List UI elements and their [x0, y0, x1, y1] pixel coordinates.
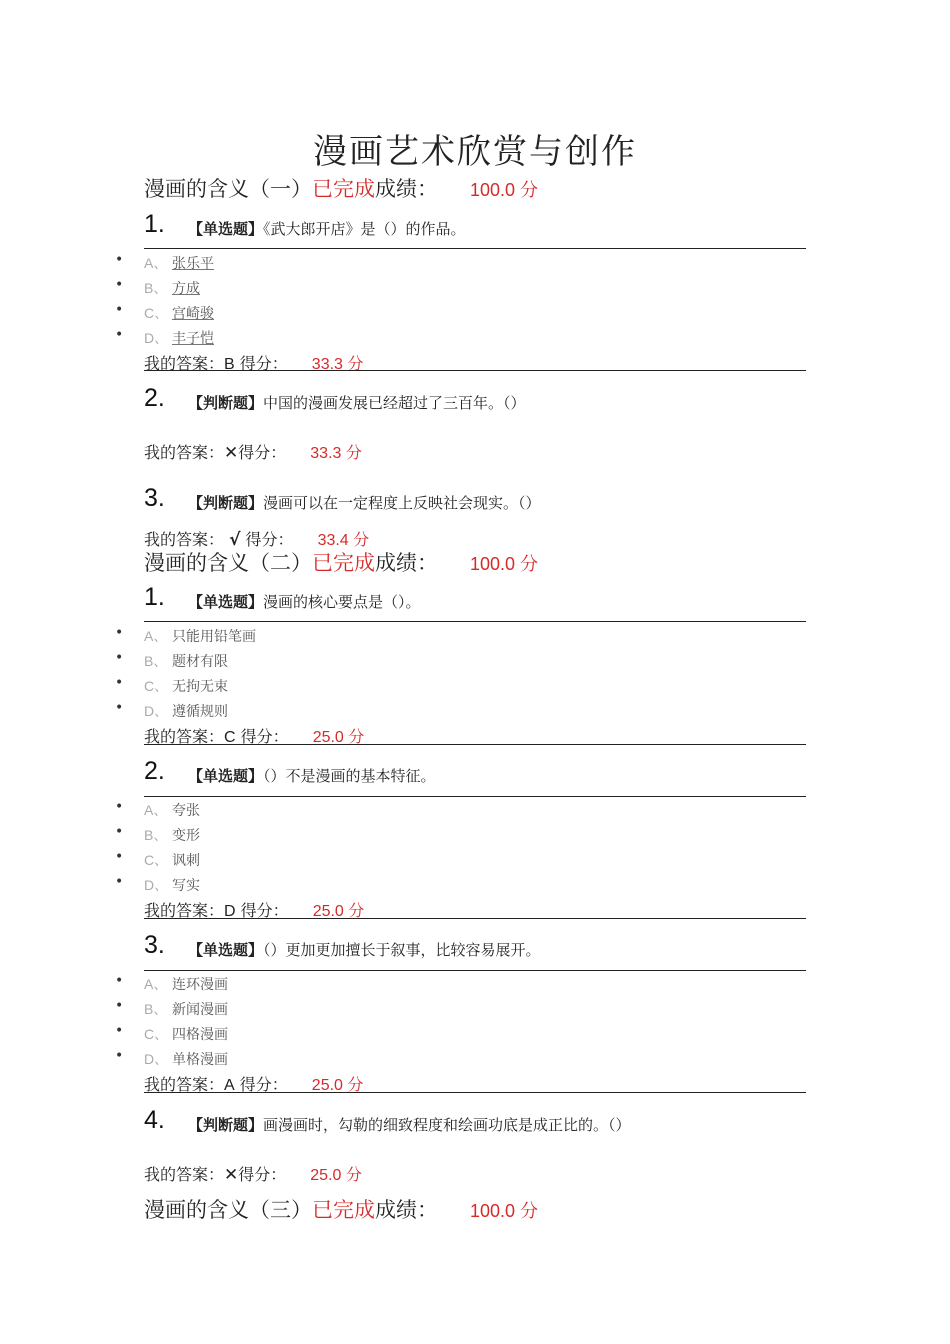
option-letter: C、 — [144, 1026, 169, 1042]
section-title: 漫画的含义（一） — [144, 177, 312, 201]
option-b[interactable]: 方成 — [172, 281, 200, 297]
section-score: 100.0 分 — [470, 1201, 539, 1221]
option-letter: D、 — [144, 1051, 169, 1067]
option-letter: C、 — [144, 852, 169, 868]
cross-icon: ✕ — [224, 443, 239, 463]
bullet: • — [115, 277, 124, 293]
question-text — [188, 939, 541, 960]
question-number: 1. — [144, 583, 165, 611]
points-label: 得分： — [245, 530, 294, 549]
answer-label: 我的答案： — [144, 354, 225, 373]
option-letter: C、 — [144, 305, 169, 321]
divider — [144, 248, 806, 249]
answer-value: A — [224, 1077, 235, 1094]
status-badge: 已完成 — [312, 551, 375, 575]
divider — [144, 970, 806, 971]
points-value: 25.0 分 — [312, 729, 365, 746]
answer-value: B — [224, 356, 235, 373]
question-body: （）更加更加擅长于叙事，比较容易展开。 — [263, 941, 541, 959]
section-header — [144, 1194, 538, 1224]
question-type: 【判断题】 — [188, 1116, 264, 1134]
question-number: 2. — [144, 384, 165, 412]
option-a[interactable]: 夸张 — [172, 803, 200, 819]
question-number: 4. — [144, 1106, 165, 1134]
option-c[interactable]: 四格漫画 — [172, 1027, 228, 1043]
points-label: 得分： — [238, 1165, 287, 1184]
option-letter: C、 — [144, 678, 169, 694]
option-b[interactable]: 变形 — [172, 828, 200, 844]
bullet: • — [115, 675, 124, 691]
answer-label: 我的答案： — [144, 727, 225, 746]
question-text — [188, 591, 421, 612]
points-value: 25.0 分 — [312, 903, 365, 920]
question-number: 3. — [144, 931, 165, 959]
option-letter: D、 — [144, 877, 169, 893]
bullet: • — [115, 625, 124, 641]
divider — [144, 1092, 806, 1093]
check-icon: √ — [229, 530, 241, 550]
bullet: • — [115, 799, 124, 815]
bullet: • — [115, 327, 124, 343]
bullet: • — [115, 874, 124, 890]
answer-label: 我的答案： — [144, 1165, 225, 1184]
bullet: • — [115, 998, 124, 1014]
question-body: 漫画可以在一定程度上反映社会现实。（） — [263, 494, 541, 512]
bullet: • — [115, 700, 124, 716]
divider — [144, 918, 806, 919]
bullet: • — [115, 973, 124, 989]
question-type: 【单选题】 — [188, 220, 264, 238]
question-type: 【判断题】 — [188, 394, 264, 412]
option-d[interactable]: 单格漫画 — [172, 1052, 228, 1068]
option-letter: B、 — [144, 827, 168, 843]
points-value: 33.4 分 — [317, 532, 370, 549]
page-title: 漫画艺术欣赏与创作 — [313, 132, 637, 172]
answer-value: C — [224, 729, 236, 746]
question-body: 中国的漫画发展已经超过了三百年。（） — [263, 394, 526, 412]
question-type: 【判断题】 — [188, 494, 264, 512]
option-letter: B、 — [144, 1001, 168, 1017]
score-label: 成绩： — [375, 551, 438, 575]
question-body: 《武大郎开店》是（）的作品。 — [263, 220, 466, 238]
bullet: • — [115, 302, 124, 318]
answer-label: 我的答案： — [144, 443, 225, 462]
points-label: 得分： — [238, 443, 287, 462]
answer-label: 我的答案： — [144, 530, 225, 549]
bullet: • — [115, 824, 124, 840]
divider — [144, 796, 806, 797]
answer-label: 我的答案： — [144, 1075, 225, 1094]
option-b[interactable]: 题材有限 — [172, 654, 228, 670]
question-type: 【单选题】 — [188, 593, 264, 611]
bullet: • — [115, 849, 124, 865]
question-text — [188, 392, 526, 413]
points-value: 33.3 分 — [310, 445, 362, 462]
option-letter: D、 — [144, 703, 169, 719]
section-score: 100.0 分 — [470, 180, 539, 200]
score-label: 成绩： — [375, 177, 438, 201]
section-title: 漫画的含义（三） — [144, 1198, 312, 1222]
option-c[interactable]: 宫崎骏 — [172, 306, 214, 322]
option-c[interactable]: 讽刺 — [172, 853, 200, 869]
question-text — [188, 492, 541, 513]
option-d[interactable]: 丰子恺 — [172, 331, 214, 347]
option-b[interactable]: 新闻漫画 — [172, 1002, 228, 1018]
points-label: 得分： — [239, 354, 288, 373]
divider — [144, 744, 806, 745]
points-value: 25.0 分 — [310, 1167, 362, 1184]
divider — [144, 621, 806, 622]
option-d[interactable]: 遵循规则 — [172, 704, 228, 720]
question-type: 【单选题】 — [188, 941, 264, 959]
option-a[interactable]: 连环漫画 — [172, 977, 228, 993]
status-badge: 已完成 — [312, 1198, 375, 1222]
divider — [144, 370, 806, 371]
question-body: 画漫画时，勾勒的细致程度和绘画功底是成正比的。（） — [263, 1116, 631, 1134]
option-d[interactable]: 写实 — [172, 878, 200, 894]
question-number: 3. — [144, 484, 165, 512]
question-number: 1. — [144, 210, 165, 238]
score-label: 成绩： — [375, 1198, 438, 1222]
question-text — [188, 218, 466, 239]
points-value: 33.3 分 — [311, 356, 364, 373]
bullet: • — [115, 1023, 124, 1039]
answer-line — [144, 1162, 362, 1185]
answer-value: D — [224, 903, 236, 920]
bullet: • — [115, 1048, 124, 1064]
points-label: 得分： — [240, 901, 289, 920]
points-value: 25.0 分 — [311, 1077, 364, 1094]
option-letter: A、 — [144, 976, 168, 992]
option-letter: D、 — [144, 330, 169, 346]
section-title: 漫画的含义（二） — [144, 551, 312, 575]
question-text — [188, 765, 436, 786]
points-label: 得分： — [239, 1075, 288, 1094]
option-letter: A、 — [144, 628, 168, 644]
option-c[interactable]: 无拘无束 — [172, 679, 228, 695]
option-letter: A、 — [144, 255, 168, 271]
section-header — [144, 173, 538, 203]
section-header — [144, 547, 538, 577]
option-letter: B、 — [144, 653, 168, 669]
answer-label: 我的答案： — [144, 901, 225, 920]
bullet: • — [115, 252, 124, 268]
option-a[interactable]: 张乐平 — [172, 256, 214, 272]
option-a[interactable]: 只能用铅笔画 — [172, 629, 256, 645]
question-type: 【单选题】 — [188, 767, 264, 785]
section-score: 100.0 分 — [470, 554, 539, 574]
question-body: （）不是漫画的基本特征。 — [263, 767, 436, 785]
question-text — [188, 1114, 631, 1135]
points-label: 得分： — [240, 727, 289, 746]
option-letter: A、 — [144, 802, 168, 818]
cross-icon: ✕ — [224, 1165, 239, 1185]
bullet: • — [115, 650, 124, 666]
answer-line — [144, 440, 362, 463]
question-body: 漫画的核心要点是（）。 — [263, 593, 421, 611]
status-badge: 已完成 — [312, 177, 375, 201]
question-number: 2. — [144, 757, 165, 785]
option-letter: B、 — [144, 280, 168, 296]
